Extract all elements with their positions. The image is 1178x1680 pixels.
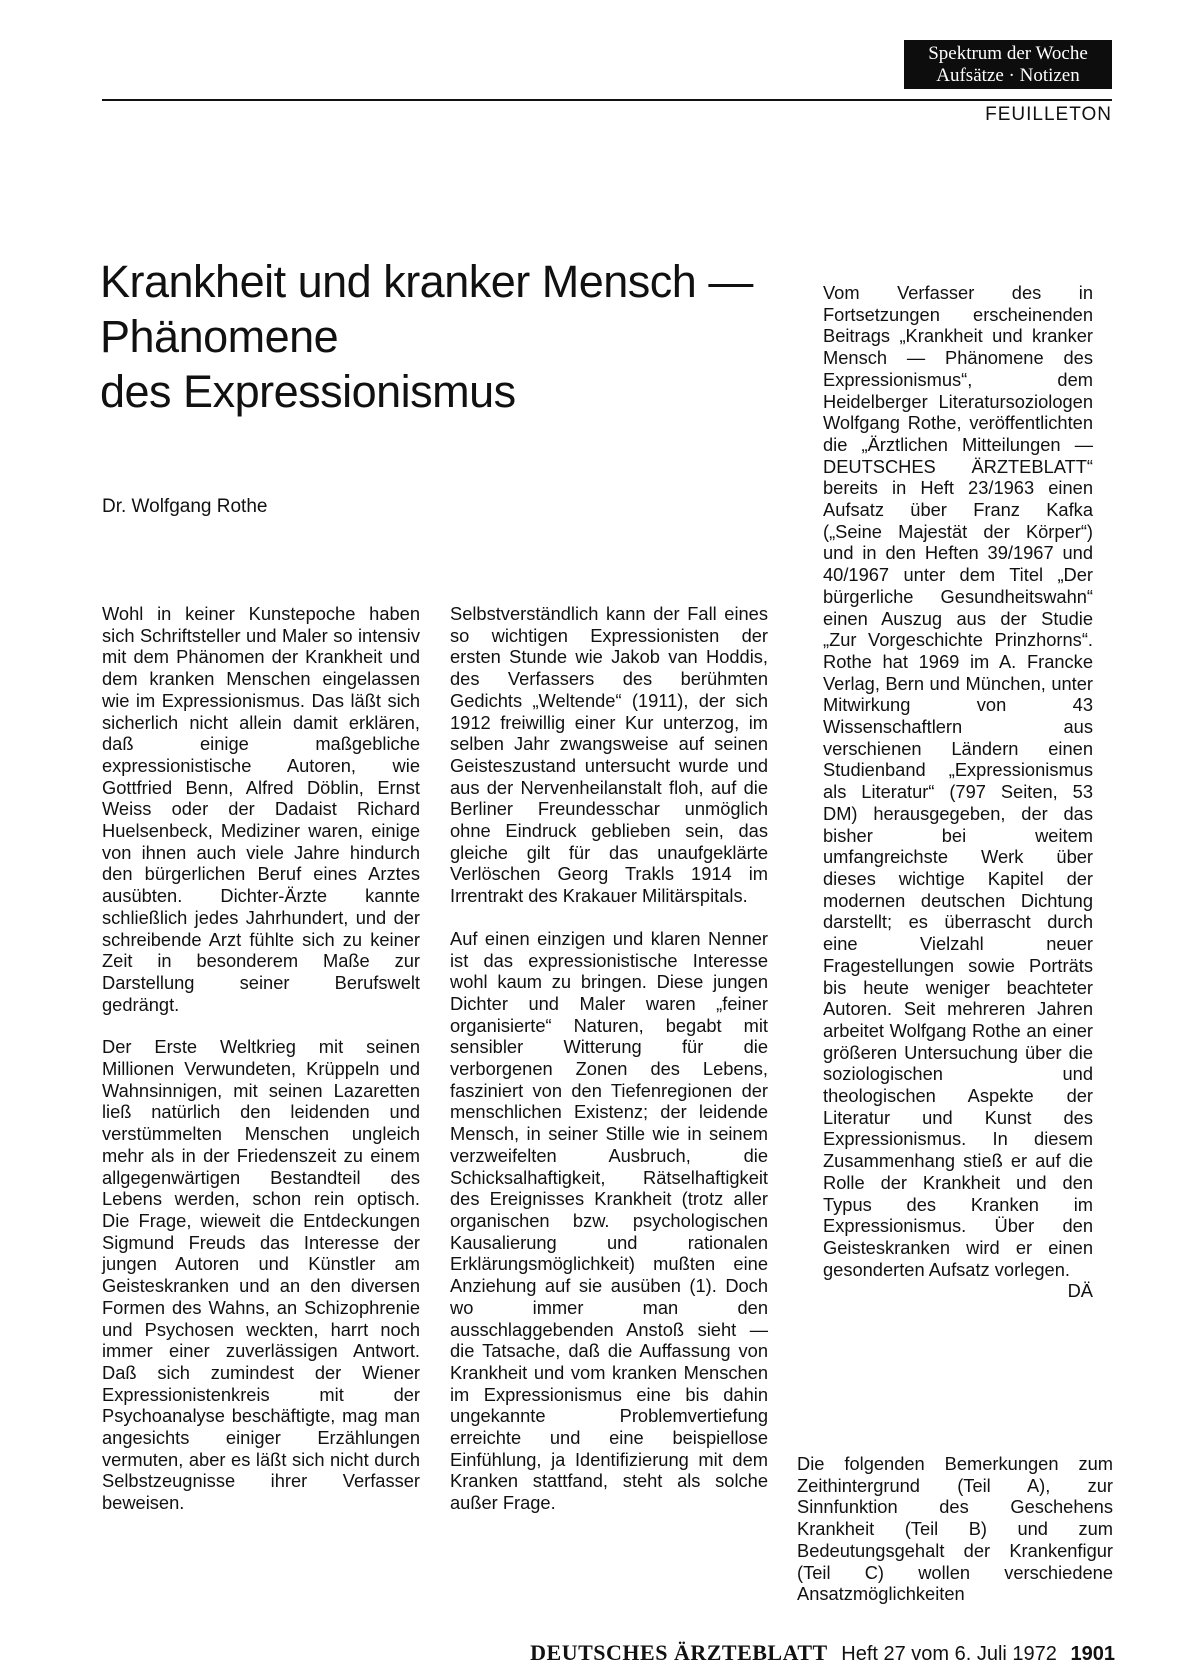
section-badge [904,40,1112,89]
column-3 [797,1453,1113,1626]
column-1 [102,603,420,1535]
page-number: 1901 [1070,1643,1115,1665]
sidebar-signature: DÄ [1067,1280,1093,1302]
issue-info: Heft 27 vom 6. Juli 1972 [841,1643,1057,1665]
title-line-2: Phänomene [100,311,339,362]
author-note-sidebar [823,282,1093,1302]
author-name: Dr. Wolfgang Rothe [102,496,268,517]
body-paragraph: Wohl in keiner Kunstepoche haben sich Schriftsteller und Maler so intensiv mit dem Phänomen der Krankheit und dem kranken Menschen eingelassen wie im Expressionismus. Das läßt sich sicherlich nicht allein damit erklären, daß einige maßgebliche expressionistische Autoren, wie Gottfried Benn, Alfred Döblin, Ernst Weiss oder der Dadaist Richard Huelsenbeck, Mediziner waren, einige von ihnen auch viele Jahre hindurch den bürgerlichen Beruf eines Arztes ausübten. Dichter-Ärzte kannte schließlich jedes Jahrhundert, und der schreibende Arzt fühlte sich zu keiner Zeit in besonderem Maße zur Darstellung seiner Berufswelt gedrängt. [102,603,420,1015]
body-paragraph: Der Erste Weltkrieg mit seinen Millionen Verwundeten, Krüppeln und Wahnsinnigen, mit seinen Lazaretten ließ natürlich den leidenden und verstümmelten Menschen ungleich mehr als in der Friedenszeit zu einem allgegenwärtigen Bestandteil des Lebens werden, schon rein optisch. Die Frage, wieweit die Entdeckungen Sigmund Freuds das Interesse der jungen Autoren und Künstler am Geisteskranken und an den diversen Formen des Wahns, an Schizophrenie und Psychosen weckten, harrt noch immer einer zuverlässigen Antwort. Daß sich zumindest der Wiener Expressionistenkreis mit der Psychoanalyse beschäftigte, mag man angesichts einiger Erzählungen vermuten, aber es läßt sich nicht durch Selbstzeugnisse ihrer Verfasser beweisen. [102,1036,420,1514]
section-label: FEUILLETON [985,104,1112,125]
page-footer [520,1640,1115,1666]
column-2 [450,603,768,1535]
badge-line-2: Aufsätze · Notizen [936,65,1080,86]
header-rule [102,99,1112,101]
title-line-3: des Expressionismus [100,366,516,417]
article-title [100,254,780,419]
body-paragraph: Die folgenden Bemerkungen zum Zeithintergrund (Teil A), zur Sinnfunktion des Geschehens Krankheit (Teil B) und zum Bedeutungsgehalt der Krankenfigur (Teil C) wollen verschiedene Ansatzmöglichkeiten [797,1453,1113,1605]
title-line-1: Krankheit und kranker Mensch — [100,256,753,307]
journal-name: DEUTSCHES ÄRZTEBLATT [530,1640,828,1665]
sidebar-text: Vom Verfasser des in Fortsetzungen erscheinenden Beitrags „Krankheit und kranker Mensch — Phänomene des Expressionismus“, dem Heidelberger Literatursoziologen Wolfgang Rothe, veröffentlichten die „Ärztlichen Mitteilungen — DEUTSCHES ÄRZTEBLATT“ bereits in Heft 23/1963 einen Aufsatz über Franz Kafka („Seine Majestät der Körper“) und in den Heften 39/1967 und 40/1967 unter dem Titel „Der bürgerliche Gesundheitswahn“ einen Auszug aus der Studie „Zur Vorgeschichte Prinzhorns“. Rothe hat 1969 im A. Francke Verlag, Bern und München, unter Mitwirkung von 43 Wissenschaftlern aus verschienen Ländern einen Studienband „Expressionismus als Literatur“ (797 Seiten, 53 DM) herausgegeben, der das bisher bei weitem umfangreichste Werk über dieses wichtige Kapitel der modernen deutschen Dichtung darstellt; es überrascht durch eine Vielzahl neuer Fragestellungen sowie Porträts bis heute weniger beachteter Autoren. Seit mehreren Jahren arbeitet Wolfgang Rothe an einer größeren Untersuchung über die soziologischen und theologischen Aspekte der Literatur und Kunst des Expressionismus. In diesem Zusammenhang stieß er auf die Rolle der Krankheit und den Typus des Kranken im Expressionismus. Über den Geisteskranken wird er einen gesonderten Aufsatz vorlegen. [823,282,1093,1280]
badge-line-1: Spektrum der Woche [928,43,1088,64]
body-paragraph: Selbstverständlich kann der Fall eines so wichtigen Expressionisten der ersten Stunde wie Jakob van Hoddis, des Verfassers des berühmten Gedichts „Weltende“ (1911), der sich 1912 freiwillig einer Kur unterzog, im selben Jahr zwangsweise auf seinen Geisteszustand untersucht wurde und aus der Nervenheilanstalt floh, auf die Berliner Freundesschar unmöglich ohne Eindruck geblieben sein, das gleiche gilt für das unaufgeklärte Verlöschen Georg Trakls 1914 im Irrentrakt des Krakauer Militärspitals. [450,603,768,907]
body-paragraph: Auf einen einzigen und klaren Nenner ist das expressionistische Interesse wohl kaum zu bringen. Diese jungen Dichter und Maler waren „feiner organisierte“ Naturen, begabt mit sensibler Witterung für die verborgenen Zonen des Lebens, fasziniert von den Tiefenregionen der menschlichen Existenz; der leidende Mensch, in seiner Stille wie in seinem verzweifelten Ausbruch, die Schicksalhaftigkeit, Rätselhaftigkeit des Ereignisses Krankheit (trotz aller organischen bzw. psychologischen Kausalierung und rationalen Erklärungsmöglichkeit) mußten eine Anziehung auf sie ausüben (1). Doch wo immer man den ausschlaggebenden Anstoß sieht — die Tatsache, daß die Auffassung von Krankheit und vom kranken Menschen im Expressionismus eine bis dahin ungekannte Problemvertiefung erreichte und eine beispiellose Einfühlung, ja Identifizierung mit dem Kranken stattfand, steht als solche außer Frage. [450,927,768,1514]
